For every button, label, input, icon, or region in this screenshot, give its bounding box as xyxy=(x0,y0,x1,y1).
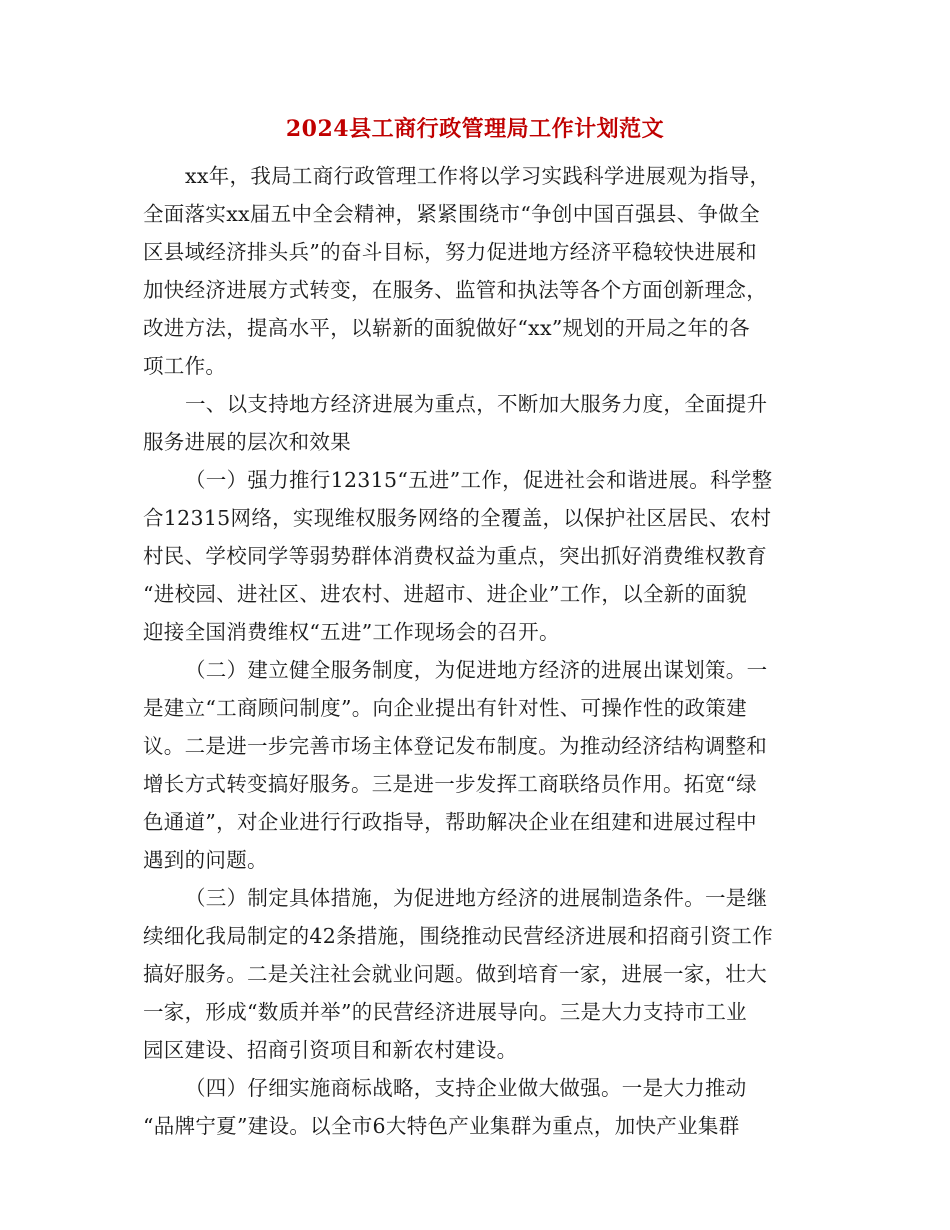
paragraph-line: 园区建设、招商引资项目和新农村建设。 xyxy=(143,1038,518,1062)
paragraph-line: （二）建立健全服务制度，为促进地方经济的进展出谋划策。一 xyxy=(185,658,768,682)
paragraph-line: 一家，形成“数质并举”的民营经济进展导向。三是大力支持市工业 xyxy=(143,1000,747,1024)
paragraph-line: 项工作。 xyxy=(143,354,227,378)
paragraph-line: 合12315网络，实现维权服务网络的全覆盖，以保护社区居民、农村 xyxy=(143,506,772,530)
paragraph-line: （一）强力推行12315“五进”工作，促进社会和谐进展。科学整 xyxy=(185,468,773,492)
section-heading-line: 服务进展的层次和效果 xyxy=(143,430,351,454)
paragraph-line: （四）仔细实施商标战略，支持企业做大做强。一是大力推动 xyxy=(185,1076,747,1100)
paragraph-line: 全面落实xx届五中全会精神，紧紧围绕市“争创中国百强县、争做全 xyxy=(143,202,760,226)
paragraph-line: “进校园、进社区、进农村、进超市、进企业”工作，以全新的面貌 xyxy=(143,582,747,606)
paragraph-line: 增长方式转变搞好服务。三是进一步发挥工商联络员作用。拓宽“绿 xyxy=(143,772,757,796)
section-heading-line: 一、以支持地方经济进展为重点，不断加大服务力度，全面提升 xyxy=(185,392,768,416)
paragraph-line: 改进方法，提高水平，以崭新的面貌做好“xx”规划的开局之年的各 xyxy=(143,316,750,340)
paragraph-line: 村民、学校同学等弱势群体消费权益为重点，突出抓好消费维权教育 xyxy=(143,544,767,568)
paragraph-line: 色通道”，对企业进行行政指导，帮助解决企业在组建和进展过程中 xyxy=(143,810,757,834)
paragraph-line: 加快经济进展方式转变，在服务、监管和执法等各个方面创新理念， xyxy=(143,278,767,302)
paragraph-line: 续细化我局制定的42条措施，围绕推动民营经济进展和招商引资工作 xyxy=(143,924,773,948)
paragraph-line: 区县域经济排头兵”的奋斗目标，努力促进地方经济平稳较快进展和 xyxy=(143,240,757,264)
paragraph-line: “品牌宁夏”建设。以全市6大特色产业集群为重点，加快产业集群 xyxy=(143,1114,740,1138)
document-title: 2024县工商行政管理局工作计划范文 xyxy=(285,116,665,142)
paragraph-line: 是建立“工商顾问制度”。向企业提出有针对性、可操作性的政策建 xyxy=(143,696,747,720)
paragraph-line: 议。二是进一步完善市场主体登记发布制度。为推动经济结构调整和 xyxy=(143,734,767,758)
paragraph-line: 遇到的问题。 xyxy=(143,848,268,872)
paragraph-line: 搞好服务。二是关注社会就业问题。做到培育一家，进展一家，壮大 xyxy=(143,962,767,986)
paragraph-line: xx年，我局工商行政管理工作将以学习实践科学进展观为指导， xyxy=(185,164,771,188)
paragraph-line: 迎接全国消费维权“五进”工作现场会的召开。 xyxy=(143,620,560,644)
paragraph-line: （三）制定具体措施，为促进地方经济的进展制造条件。一是继 xyxy=(185,886,768,910)
